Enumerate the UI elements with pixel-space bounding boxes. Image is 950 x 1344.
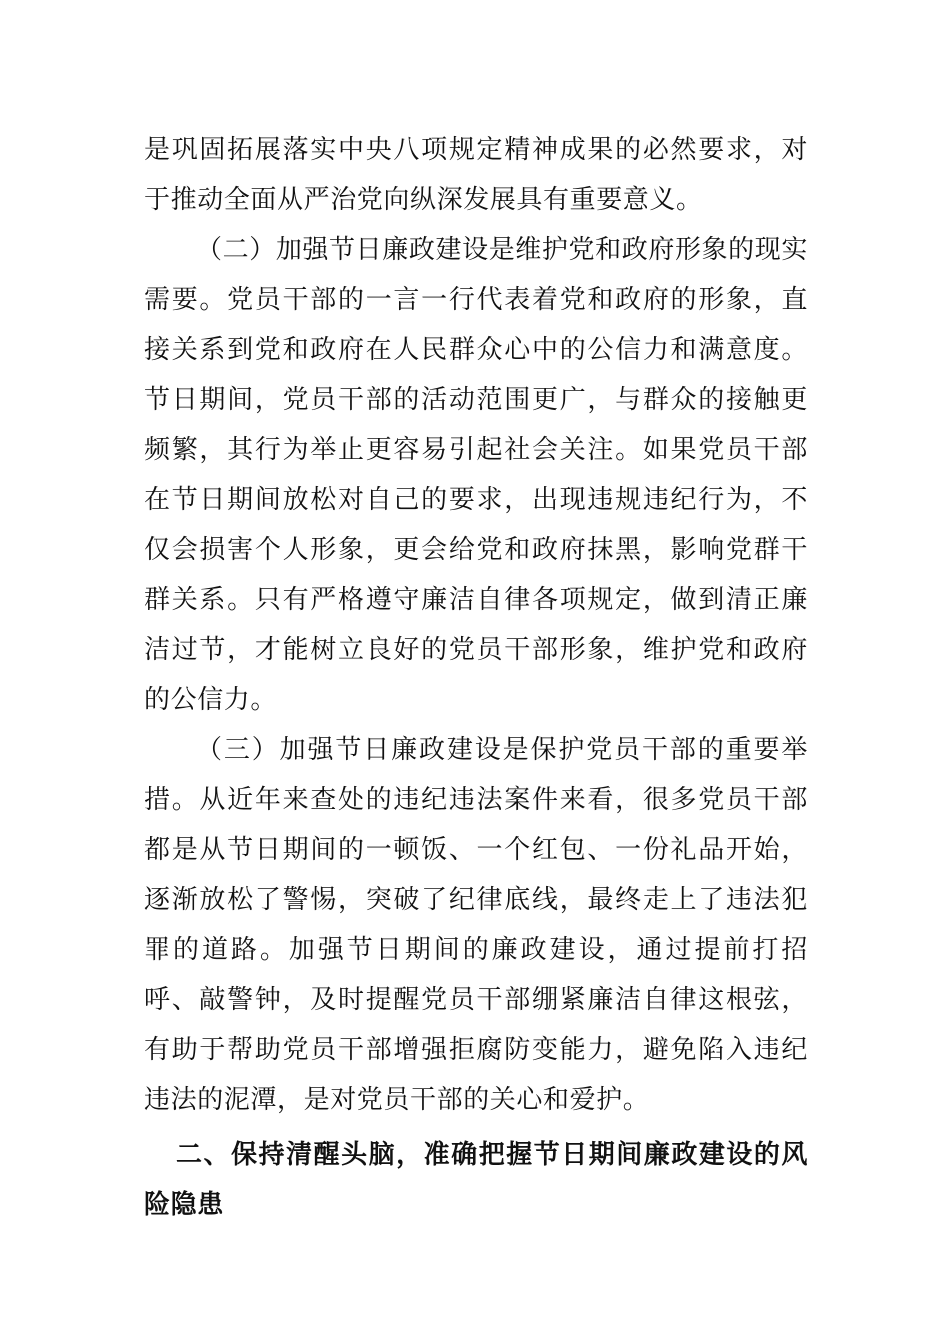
document-body — [144, 125, 808, 1230]
paragraph-section-three: （三）加强节日廉政建设是保护党员干部的重要举措。从近年来查处的违纪违法案件来看，很多党员干部都是从节日期间的一顿饭、一个红包、一份礼品开始，逐渐放松了警惕，突破了纪律底线，最终走上了违法犯罪的道路。加强节日期间的廉政建设，通过提前打招呼、敲警钟，及时提醒党员干部绷紧廉洁自律这根弦，有助于帮助党员干部增强拒腐防变能力，避免陷入违纪违法的泥潭，是对党员干部的关心和爱护。 — [144, 735, 808, 1115]
paragraph-section-two: （二）加强节日廉政建设是维护党和政府形象的现实需要。党员干部的一言一行代表着党和政府的形象，直接关系到党和政府在人民群众心中的公信力和满意度。节日期间，党员干部的活动范围更广，与群众的接触更频繁，其行为举止更容易引起社会关注。如果党员干部在节日期间放松对自己的要求，出现违规违纪行为，不仅会损害个人形象，更会给党和政府抹黑，影响党群干群关系。只有严格遵守廉洁自律各项规定，做到清正廉洁过节，才能树立良好的党员干部形象，维护党和政府的公信力。 — [144, 235, 808, 715]
paragraph-continuation: 是巩固拓展落实中央八项规定精神成果的必然要求，对于推动全面从严治党向纵深发展具有重要意义。 — [144, 135, 808, 215]
section-heading: 二、保持清醒头脑，准确把握节日期间廉政建设的风险隐患 — [144, 1140, 808, 1220]
